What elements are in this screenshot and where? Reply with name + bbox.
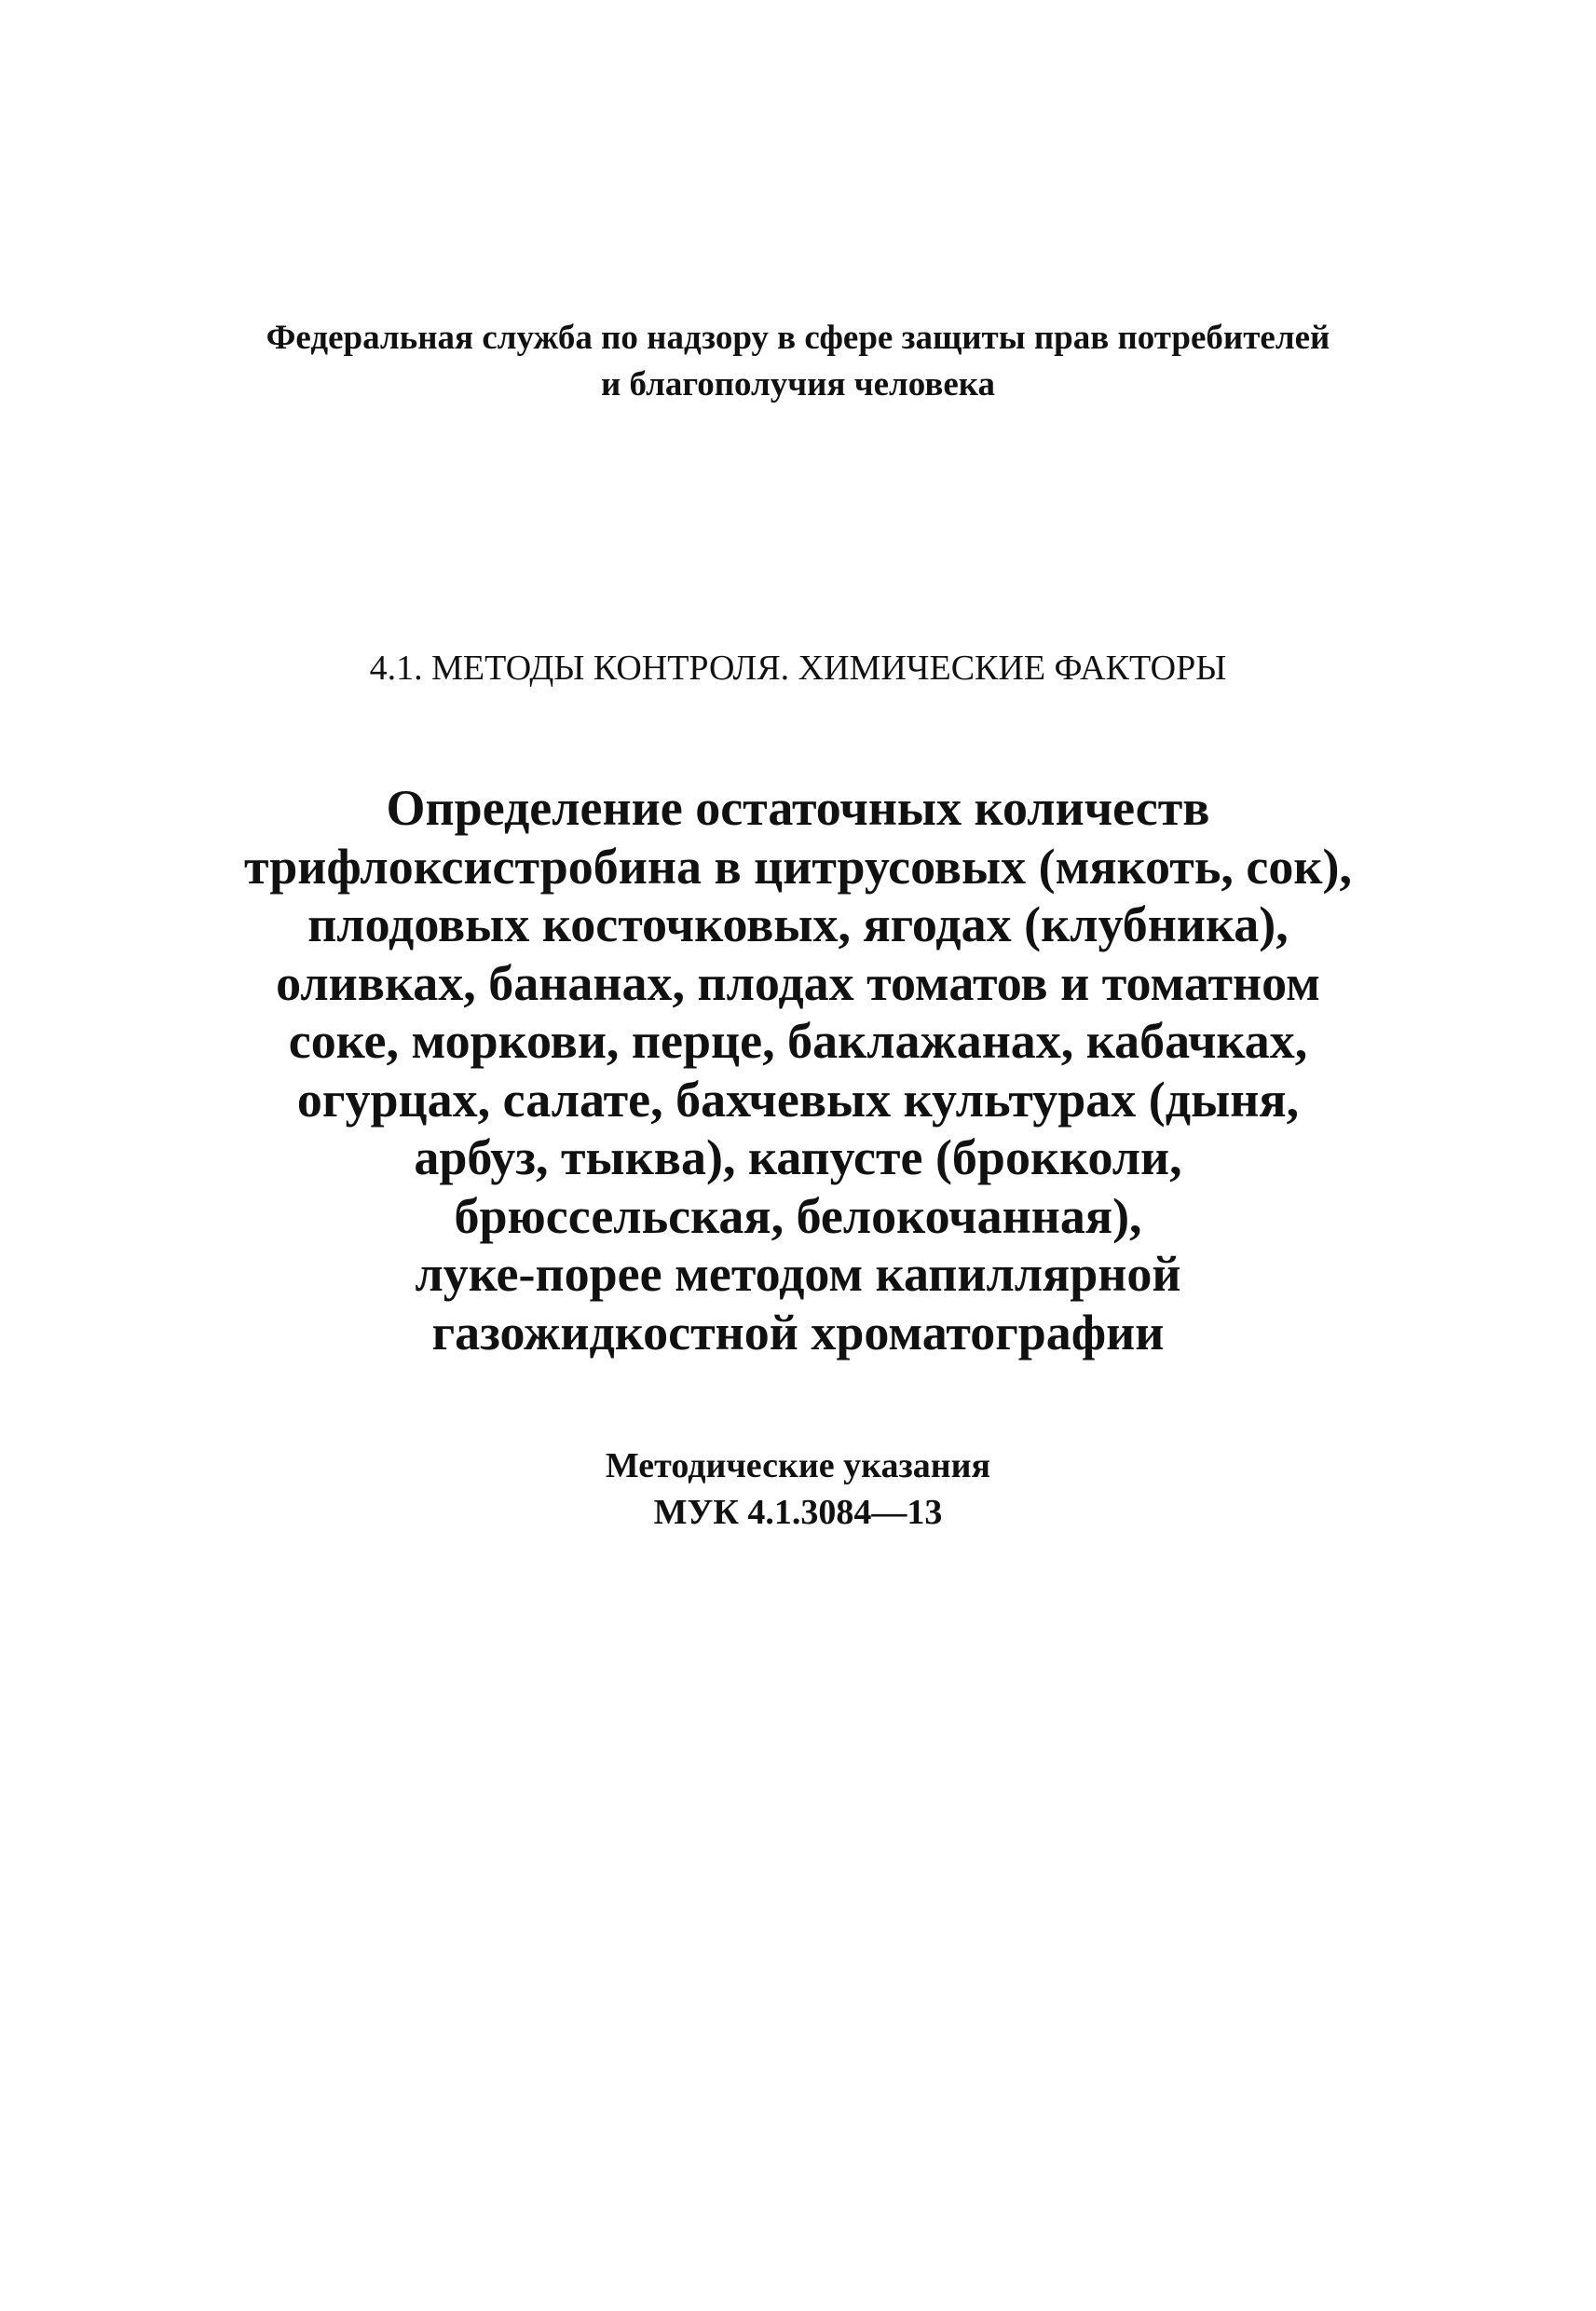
section-heading-text: 4.1. МЕТОДЫ КОНТРОЛЯ. ХИМИЧЕСКИЕ ФАКТОРЫ [369,649,1227,688]
section-heading [0,645,1596,691]
title-line-7: арбуз, тыква), капусте (брокколи, [414,1129,1182,1185]
agency-name-line-2: и благополучия человека [600,365,996,403]
title-line-4: оливках, бананах, плодах томатов и томатном [276,954,1320,1011]
title-line-10: газожидкостной хроматографии [431,1304,1165,1361]
document-type [0,1443,1596,1536]
title-line-2: трифлоксистробина в цитрусовых (мякоть, сок), [244,838,1352,895]
title-line-8: брюссельская, белокочанная), [454,1187,1142,1244]
title-line-1: Определение остаточных количеств [386,780,1210,836]
title-line-6: огурцах, салате, бахчевых культурах (дыня, [296,1071,1300,1128]
agency-name-line-1: Федеральная служба по надзору в сфере защиты прав потребителей [266,319,1330,357]
title-line-9: луке-порее методом капиллярной [415,1246,1181,1302]
document-type-label: Методические указания [605,1446,991,1485]
document-code: МУК 4.1.3084—13 [653,1493,943,1532]
agency-name [0,315,1596,408]
title-line-5: соке, моркови, перце, баклажанах, кабачках, [288,1013,1308,1069]
title-line-3: плодовых косточковых, ягодах (клубника), [307,896,1289,952]
document-title [0,779,1596,1361]
